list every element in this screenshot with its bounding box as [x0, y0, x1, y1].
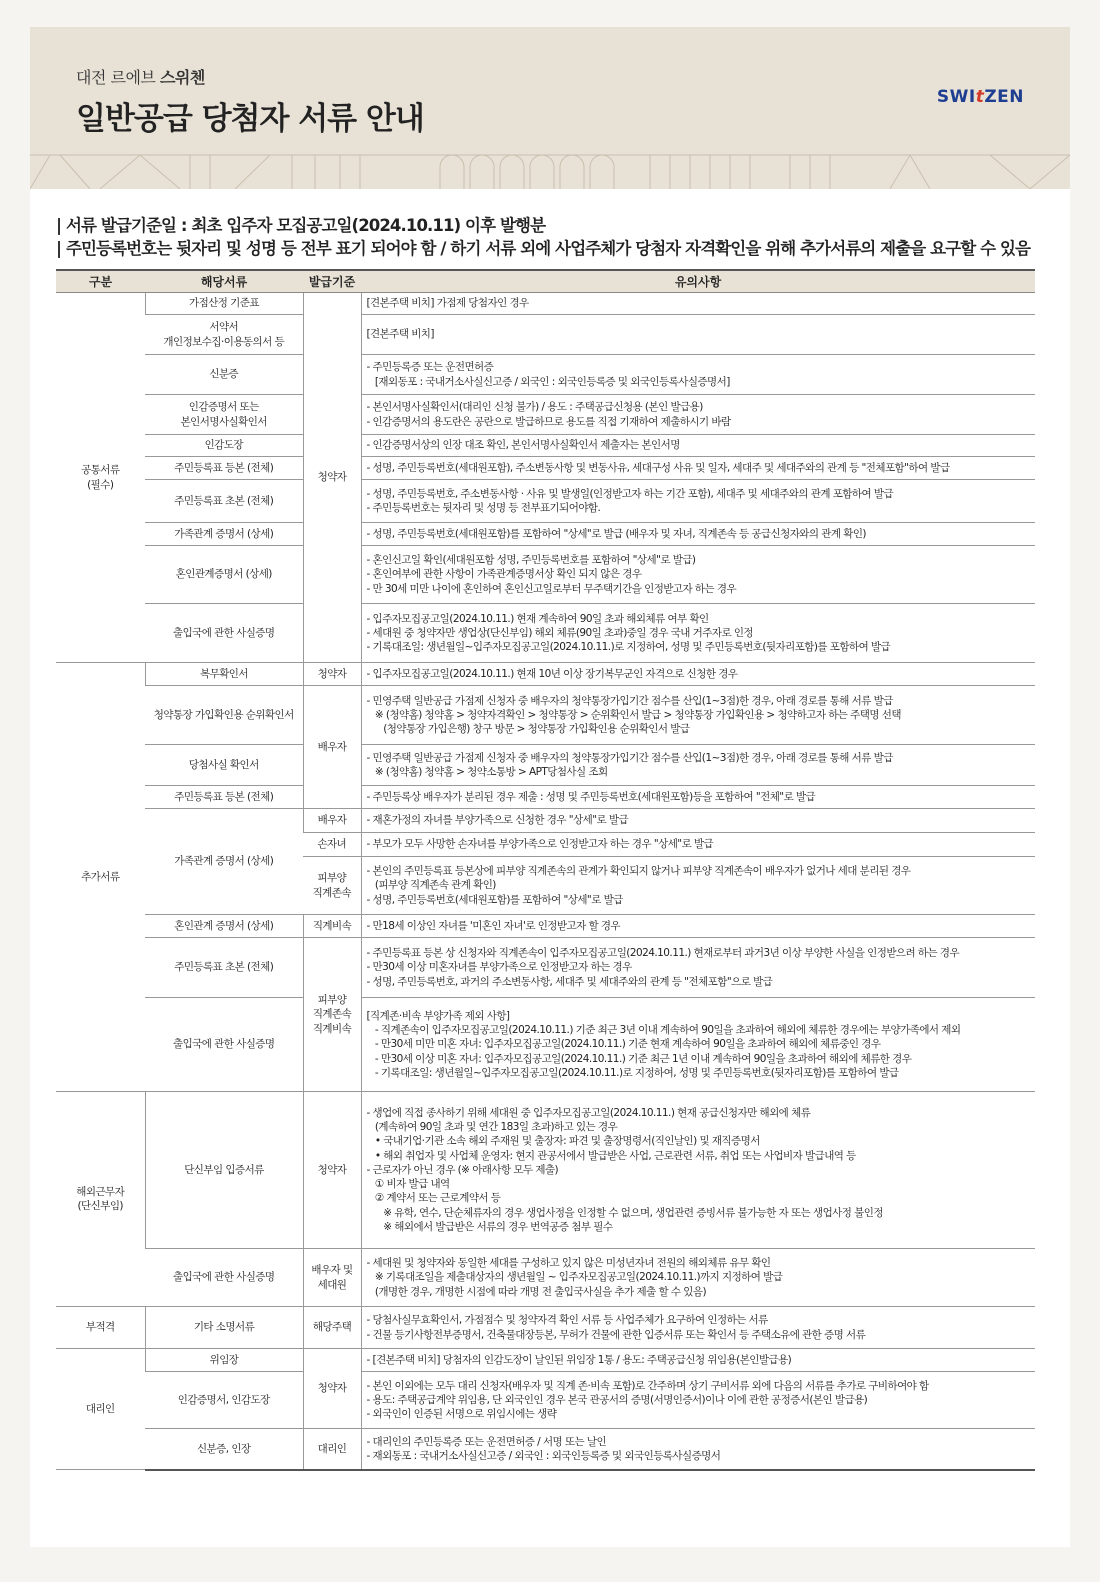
document-cell: 주민등록표 초본 (전체) — [145, 480, 303, 523]
document-cell: 복무확인서 — [145, 663, 303, 686]
document-cell: 인감증명서, 인감도장 — [145, 1372, 303, 1429]
basis-cell: 배우자 및 세대원 — [303, 1249, 361, 1307]
notes-cell: - 성명, 주민등록번호(세대원포함), 주소변동사항 및 변동사유, 세대구성 사유 및 일자, 세대주 및 세대주와의 관계 등 "전체포함"하여 발급 — [361, 457, 1035, 480]
header-category: 구분 — [56, 270, 145, 293]
table-row — [56, 395, 1035, 435]
document-cell: 혼인관계증명서 (상세) — [145, 546, 303, 604]
notes-cell: [견본주택 비치] 가점제 당첨자인 경우 — [361, 293, 1035, 315]
notes-cell: - 주민등록증 또는 운전면허증 [재외동포 : 국내거소사실신고증 / 외국인 : 외국인등록증 및 외국인등록사실증명서] — [361, 355, 1035, 395]
category-cell: 추가서류 — [56, 663, 145, 1092]
notes-cell: - 입주자모집공고일(2024.10.11.) 현재 계속하여 90일 초과 해외체류 여부 확인 - 세대원 중 청약자만 생업상(단신부임) 해외 체류(90일 초과)중일 경우 국내 거주자로 인정 - 기록대조일: 생년월일~입주자모집공고일(2024.10.11.)로 지정하여, 성명 및 주민등록번호(뒷자리포함)를 포함하여 발급 — [361, 604, 1035, 663]
document-cell: 주민등록표 초본 (전체) — [145, 938, 303, 998]
basis-cell: 피부양 직계존속 — [303, 857, 361, 915]
notes-cell: - 주민등록상 배우자가 분리된 경우 제출 : 성명 및 주민등록번호(세대원포함)등을 포함하여 "전체"로 발급 — [361, 786, 1035, 809]
table-row — [56, 686, 1035, 745]
table-row — [56, 355, 1035, 395]
switzen-logo: SWItZEN — [936, 87, 1024, 107]
document-page — [30, 27, 1070, 1547]
notes-cell: - 민영주택 일반공급 가점제 신청자 중 배우자의 청약통장가입기간 점수를 산입(1~3점)한 경우, 아래 경로를 통해 서류 발급 ※ (청약홈) 청약홈 > 청약자격확인 > 청약통장 > 순위확인서 발급 > 청약통장 가입확인용 > 청약하고자 하는 주택명 선택 (청약통장 가입은행) 창구 방문 > 청약통장 가입확인용 순위확인서 발급 — [361, 686, 1035, 745]
document-cell: 가족관계 증명서 (상세) — [145, 809, 303, 915]
basis-cell: 청약자 — [303, 293, 361, 663]
basis-cell: 청약자 — [303, 1349, 361, 1429]
table-row — [56, 1307, 1035, 1349]
table-row — [56, 1349, 1035, 1372]
notes-cell: - 본인의 주민등록표 등본상에 피부양 직계존속의 관계가 확인되지 않거나 피부양 직계존속이 배우자가 없거나 세대 분리된 경우 (피부양 직계존속 관계 확인) - 성명, 주민등록번호(세대원포함)를 포함하여 "상세"로 발급 — [361, 857, 1035, 915]
notes-cell: - 민영주택 일반공급 가점제 신청자 중 배우자의 청약통장가입기간 점수를 산입(1~3점)한 경우, 아래 경로를 통해 서류 발급 ※ (청약홈) 청약홈 > 청약소통방 > APT당첨사실 조회 — [361, 745, 1035, 786]
document-cell: 출입국에 관한 사실증명 — [145, 998, 303, 1092]
notes-cell: - 당첨사실무효확인서, 가점점수 및 청약자격 확인 서류 등 사업주체가 요구하여 인정하는 서류 - 건물 등기사항전부증명서, 건축물대장등본, 무허가 건물에 관한 입증서류 또는 확인서 등 주택소유에 관한 증명 서류 — [361, 1307, 1035, 1349]
documents-table — [56, 269, 1035, 1471]
basis-cell: 청약자 — [303, 1092, 361, 1249]
table-row — [56, 915, 1035, 938]
notes-cell: - [견본주택 비치] 당첨자의 인감도장이 날인된 위임장 1통 / 용도: 주택공급신청 위임용(본인발급용) — [361, 1349, 1035, 1372]
table-row — [56, 809, 1035, 833]
basis-cell: 배우자 — [303, 809, 361, 833]
notes-cell: - 생업에 직접 종사하기 위해 세대원 중 입주자모집공고일(2024.10.11.) 현재 공급신청자만 해외에 체류 (계속하여 90일 초과 및 연간 183일 초과)하고 있는 경우 • 국내기업·기관 소속 해외 주재원 및 출장자: 파견 및 출장명령서(직인날인) 및 재직증명서 • 해외 취업자 및 사업체 운영자: 현지 관공서에서 발급받은 사업, 근로관련 서류, 취업 또는 사업비자 발급내역 등 - 근로자가 아닌 경우 (※ 아래사항 모두 제출) ① 비자 발급 내역 ② 계약서 또는 근로계약서 등 ※ 유학, 연수, 단순체류자의 경우 생업사정을 인정할 수 없으며, 생업관련 증빙서류 불가능한 자 또는 생업사정 불인정 ※ 해외에서 발급받은 서류의 경우 번역공증 첨부 필수 — [361, 1092, 1035, 1249]
document-cell: 신분증, 인장 — [145, 1429, 303, 1470]
basis-cell: 배우자 — [303, 686, 361, 809]
category-cell: 해외근무자 (단신부임) — [56, 1092, 145, 1307]
table-row — [56, 523, 1035, 546]
header-basis: 발급기준 — [303, 270, 361, 293]
notes-cell: - 혼인신고일 확인(세대원포함 성명, 주민등록번호를 포함하여 "상세"로 발급) - 혼인여부에 관한 사항이 가족관계증명서상 확인 되지 않은 경우 - 만 30세 미만 나이에 혼인하여 혼인신고일로부터 무주택기간을 인정받고자 하는 경우 — [361, 546, 1035, 604]
table-row — [56, 480, 1035, 523]
table-row — [56, 546, 1035, 604]
table-row — [56, 663, 1035, 686]
notes-cell: - 대리인의 주민등록증 또는 운전면허증 / 서명 또는 날인 - 재외동포 : 국내거소사실신고증 / 외국인 : 외국인등록증 및 외국인등록사실증명서 — [361, 1429, 1035, 1470]
basis-cell: 해당주택 — [303, 1307, 361, 1349]
document-cell: 주민등록표 등본 (전체) — [145, 786, 303, 809]
document-cell: 위임장 — [145, 1349, 303, 1372]
table-row — [56, 293, 1035, 315]
table-row — [56, 786, 1035, 809]
category-cell: 대리인 — [56, 1349, 145, 1470]
table-row — [56, 938, 1035, 998]
notes-cell: - 인감증명서상의 인장 대조 확인, 본인서명사실확인서 제출자는 본인서명 — [361, 435, 1035, 457]
notes-cell: [견본주택 비치] — [361, 315, 1035, 355]
table-row — [56, 745, 1035, 786]
document-cell: 혼인관계 증명서 (상세) — [145, 915, 303, 938]
page-title: 일반공급 당첨자 서류 안내 — [76, 101, 424, 137]
document-cell: 출입국에 관한 사실증명 — [145, 1249, 303, 1307]
document-cell: 인감도장 — [145, 435, 303, 457]
basis-cell: 대리인 — [303, 1429, 361, 1470]
table-row — [56, 315, 1035, 355]
basis-cell: 손자녀 — [303, 833, 361, 857]
notes-cell: - 세대원 및 청약자와 동일한 세대를 구성하고 있지 않은 미성년자녀 전원의 해외체류 유무 확인 ※ 기록대조일을 제출대상자의 생년월일 ~ 입주자모집공고일(2024.10.11.)까지 지정하여 발급 (개명한 경우, 개명한 시점에 따라 개명 전 출입국사실을 추가 제출 할 수 있음) — [361, 1249, 1035, 1307]
notes-cell: - 성명, 주민등록번호(세대원포함)를 포함하여 "상세"로 발급 (배우자 및 자녀, 직계존속 등 공급신청자와의 관계 확인) — [361, 523, 1035, 546]
notes-cell: - 본인 이외에는 모두 대리 신청자(배우자 및 직계 존·비속 포함)로 간주하며 상기 구비서류 외에 다음의 서류를 추가로 구비하여야 함 - 용도: 주택공급계약 위임용, 단 외국인인 경우 본국 관공서의 증명(서명인증서)이나 이에 관한 공정증서(본인 발급용) - 외국인이 인증된 서명으로 위임시에는 생략 — [361, 1372, 1035, 1429]
notes-cell: - 성명, 주민등록번호, 주소변동사항 · 사유 및 발생일(인정받고자 하는 기간 포함), 세대주 및 세대주와의 관계 포함하여 발급 - 주민등록번호는 뒷자리 및 성명 등 전부표기되어야함. — [361, 480, 1035, 523]
table-row — [56, 604, 1035, 663]
notes-cell: [직계존·비속 부양가족 제외 사항] - 직계존속이 입주자모집공고일(2024.10.11.) 기준 최근 3년 이내 계속하여 90일을 초과하여 해외에 체류한 경우에는 부양가족에서 제외 - 만30세 미만 미혼 자녀: 입주자모집공고일(2024.10.11.) 기준 현재 계속하여 90일을 초과하여 해외에 체류중인 경우 - 만30세 이상 미혼 자녀: 입주자모집공고일(2024.10.11.) 기준 최근 1년 이내 계속하여 90일을 초과하여 해외에 체류한 경우 - 기록대조일: 생년월일~입주자모집공고일(2024.10.11.)로 지정하여, 성명 및 주민등록번호(뒷자리포함)를 포함하여 발급 — [361, 998, 1035, 1092]
document-cell: 신분증 — [145, 355, 303, 395]
decorative-building-pattern — [30, 149, 1070, 189]
table-row — [56, 1372, 1035, 1429]
table-row — [56, 998, 1035, 1092]
category-cell: 부적격 — [56, 1307, 145, 1349]
basis-cell: 청약자 — [303, 663, 361, 686]
header-document: 해당서류 — [145, 270, 303, 293]
table-row — [56, 457, 1035, 480]
table-row — [56, 1092, 1035, 1249]
document-cell: 출입국에 관한 사실증명 — [145, 604, 303, 663]
table-row — [56, 435, 1035, 457]
notes-cell: - 입주자모집공고일(2024.10.11.) 현재 10년 이상 장기복무군인 자격으로 신청한 경우 — [361, 663, 1035, 686]
document-cell: 청약통장 가입확인용 순위확인서 — [145, 686, 303, 745]
document-cell: 단신부임 입증서류 — [145, 1092, 303, 1249]
document-cell: 서약서 개인정보수집·이용동의서 등 — [145, 315, 303, 355]
document-cell: 인감증명서 또는 본인서명사실확인서 — [145, 395, 303, 435]
notes-cell: - 부모가 모두 사망한 손자녀를 부양가족으로 인정받고자 하는 경우 "상세"로 발급 — [361, 833, 1035, 857]
notes-cell: - 만18세 이상인 자녀를 '미혼인 자녀'로 인정받고자 할 경우 — [361, 915, 1035, 938]
notes-cell: - 본인서명사실확인서(대리인 신청 불가) / 용도 : 주택공급신청용 (본인 발급용) - 인감증명서의 용도란은 공란으로 발급하므로 용도를 직접 기재하여 제출하시기 바람 — [361, 395, 1035, 435]
document-cell: 가점산정 기준표 — [145, 293, 303, 315]
document-cell: 가족관계 증명서 (상세) — [145, 523, 303, 546]
notice-block — [56, 214, 1046, 260]
notice-issue-date: | 서류 발급기준일 : 최초 입주자 모집공고일(2024.10.11) 이후 발행분 — [56, 216, 546, 235]
table-header-row — [56, 270, 1035, 293]
document-cell: 당첨사실 확인서 — [145, 745, 303, 786]
basis-cell: 직계비속 — [303, 915, 361, 938]
header-subtitle: 대전 르에브 스위첸 — [76, 68, 205, 87]
notice-resident-number: | 주민등록번호는 뒷자리 및 성명 등 전부 표기 되어야 함 / 하기 서류 외에 사업주체가 당첨자 자격확인을 위해 추가서류의 제출을 요구할 수 있음 — [56, 239, 1031, 258]
document-cell: 기타 소명서류 — [145, 1307, 303, 1349]
header-banner — [30, 27, 1070, 189]
notes-cell: - 재혼가정의 자녀를 부양가족으로 신청한 경우 "상세"로 발급 — [361, 809, 1035, 833]
basis-cell: 피부양 직계존속 직계비속 — [303, 938, 361, 1092]
category-cell: 공통서류 (필수) — [56, 293, 145, 663]
table-row — [56, 1249, 1035, 1307]
header-notes: 유의사항 — [361, 270, 1035, 293]
table-row — [56, 1429, 1035, 1470]
notes-cell: - 주민등록표 등본 상 신청자와 직계존속이 입주자모집공고일(2024.10.11.) 현재로부터 과거3년 이상 부양한 사실을 인정받으려 하는 경우 - 만30세 이상 미혼자녀를 부양가족으로 인정받고자 하는 경우 - 성명, 주민등록번호, 과거의 주소변동사항, 세대주 및 세대주와의 관계 등 "전체포함"으로 발급 — [361, 938, 1035, 998]
document-cell: 주민등록표 등본 (전체) — [145, 457, 303, 480]
